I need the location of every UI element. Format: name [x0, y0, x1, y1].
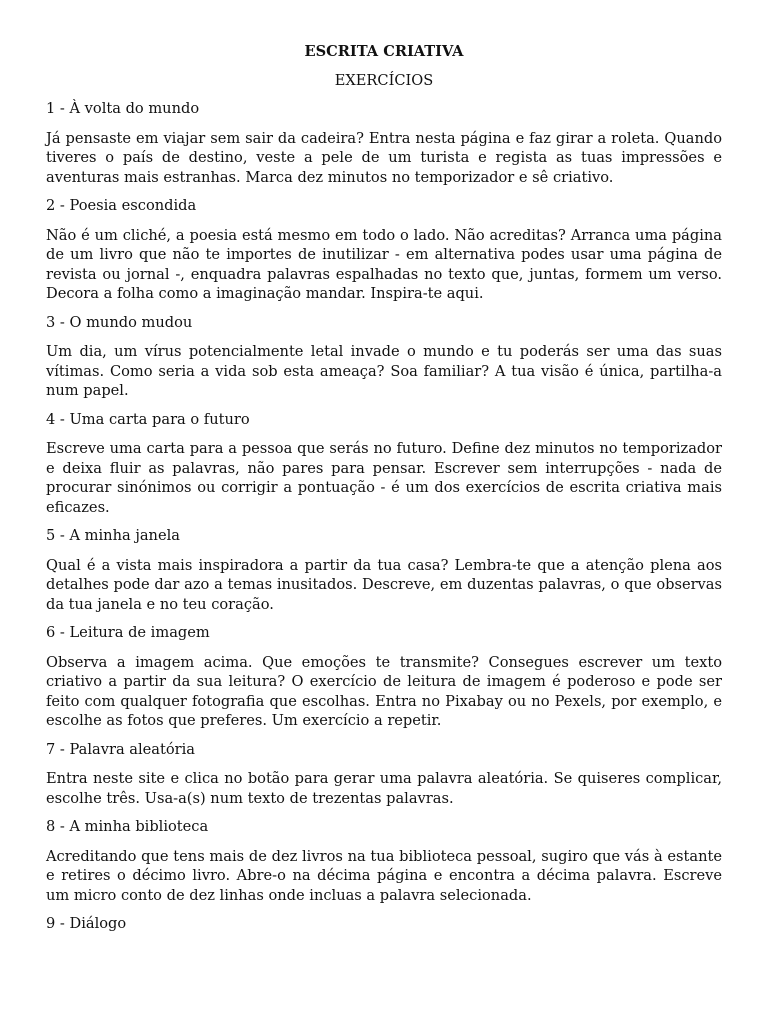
document-subtitle: EXERCÍCIOS: [334, 71, 434, 89]
section-body: Escreve uma carta para a pessoa que serás no futuro. Define dez minutos no temporizador e deixa fluir as palavras, não pares para pensar. Escrever sem interrupções - nada de procurar sinónimos ou corrigir a pontuação - é um dos exercícios de escrita criativa mais eficazes.: [46, 440, 722, 516]
section-2: [46, 196, 722, 304]
section-3: [46, 313, 722, 401]
section-heading: 7 - Palavra aleatória: [46, 740, 195, 758]
section-5: [46, 526, 722, 614]
section-body: Qual é a vista mais inspiradora a partir da tua casa? Lembra-te que a atenção plena aos detalhes pode dar azo a temas inusitados. Descreve, em duzentas palavras, o que observas da tua janela e no teu coração.: [46, 556, 722, 613]
section-heading: 5 - A minha janela: [46, 527, 180, 544]
section-body: Já pensaste em viajar sem sair da cadeira? Entra nesta página e faz girar a roleta. Quando tiveres o país de destino, veste a pele de um turista e regista as tuas impressões e aventuras mais estranhas. Marca dez minutos no temporizador e sê criativo.: [46, 129, 722, 186]
section-body: Não é um cliché, a poesia está mesmo em todo o lado. Não acreditas? Arranca uma página de um livro que não te importes de inutilizar - em alternativa podes usar uma página de revista ou jornal -, enquadra palavras espalhadas no texto que, juntas, formem um verso. Decora a folha como a imaginação mandar. Inspira-te aqui.: [46, 226, 722, 302]
section-heading: 9 - Diálogo: [46, 915, 127, 932]
section-6: [46, 623, 722, 731]
section-body: Entra neste site e clica no botão para gerar uma palavra aleatória. Se quiseres complicar, escolhe três. Usa-a(s) num texto de trezentas palavras.: [46, 770, 722, 807]
document-title: ESCRITA CRIATIVA: [304, 43, 464, 60]
section-heading: 1 - À volta do mundo: [46, 100, 200, 117]
section-9: [46, 914, 722, 934]
section-heading: 3 - O mundo mudou: [46, 313, 193, 331]
section-body: Observa a imagem acima. Que emoções te transmite? Consegues escrever um texto criativo a partir da sua leitura? O exercício de leitura de imagem é poderoso e pode ser feito com qualquer fotografia que escolhas. Entra no Pixabay ou no Pexels, por exemplo, e escolhe as fotos que preferes. Um exercício a repetir.: [46, 653, 722, 729]
section-heading: 2 - Poesia escondida: [46, 197, 197, 214]
section-heading: 4 - Uma carta para o futuro: [46, 410, 250, 428]
section-body: Acreditando que tens mais de dez livros na tua biblioteca pessoal, sugiro que vás à estante e retires o décimo livro. Abre-o na décima página e encontra a décima palavra. Escreve um micro conto de dez linhas onde incluas a palavra selecionada.: [46, 847, 722, 904]
section-heading: 8 - A minha biblioteca: [46, 818, 209, 835]
section-8: [46, 817, 722, 905]
section-7: [46, 740, 722, 809]
section-body: Um dia, um vírus potencialmente letal invade o mundo e tu poderás ser uma das suas vítimas. Como seria a vida sob esta ameaça? Soa familiar? A tua visão é única, partilha-a num papel.: [46, 343, 722, 399]
section-heading: 6 - Leitura de imagem: [46, 624, 210, 641]
section-4: [46, 410, 722, 518]
section-1: [46, 99, 722, 187]
